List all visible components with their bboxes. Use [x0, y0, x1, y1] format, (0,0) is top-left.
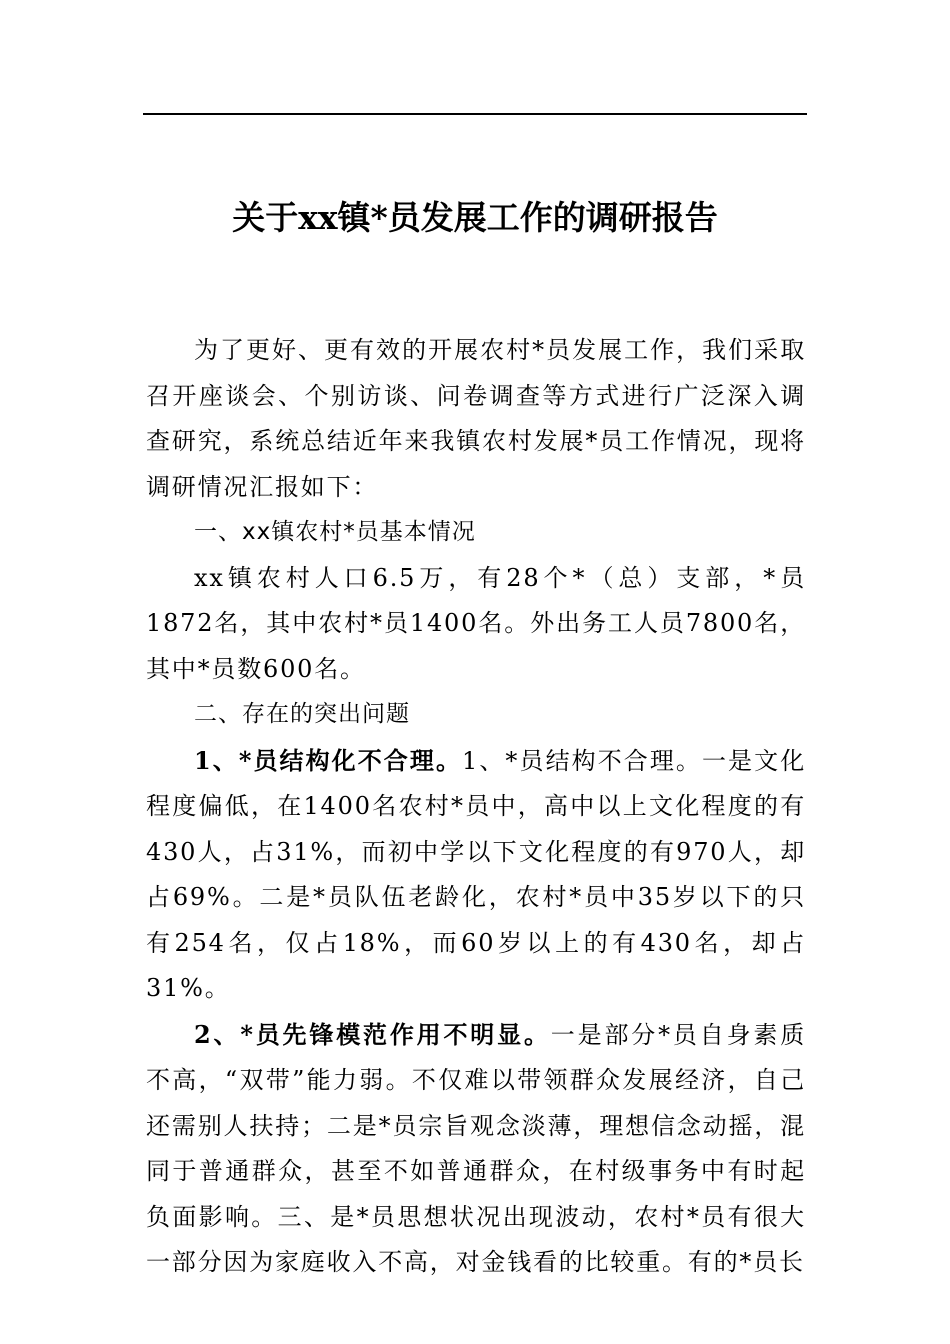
item-2-lead: 2、*员先锋模范作用不明显。 — [194, 1019, 551, 1049]
item-2-paragraph — [146, 1012, 806, 1286]
item-1-paragraph — [146, 738, 806, 1012]
document-body — [146, 328, 806, 1286]
header-rule — [143, 113, 807, 115]
section-heading-2: 二、存在的突出问题 — [194, 701, 410, 727]
intro-paragraph: 为了更好、更有效的开展农村*员发展工作，我们采取召开座谈会、个别访谈、问卷调查等方式进行广泛深入调查研究，系统总结近年来我镇农村发展*员工作情况，现将调研情况汇报如下： — [146, 336, 806, 501]
item-1-text: 1、*员结构不合理。一是文化程度偏低，在1400名农村*员中，高中以上文化程度的有430人，占31%，而初中学以下文化程度的有970人，却占69%。二是*员队伍老龄化，农村*员中35岁以下的只有254名，仅占18%，而60岁以上的有430名，却占31%。 — [146, 746, 806, 1002]
section-1-paragraph: xx镇农村人口6.5万，有28个*（总）支部，*员1872名，其中农村*员1400名。外出务工人员7800名，其中*员数600名。 — [146, 563, 806, 683]
item-1-lead: 1、*员结构化不合理。 — [194, 745, 463, 775]
item-2-text: 一是部分*员自身素质不高，“双带”能力弱。不仅难以带领群众发展经济，自己还需别人扶持；二是*员宗旨观念淡薄，理想信念动摇，混同于普通群众，甚至不如普通群众，在村级事务中有时起负面影响。三、是*员思想状况出现波动，农村*员有很大一部分因为家庭收入不高，对金钱看的比较重。有的*员长 — [146, 1020, 807, 1276]
document-title: 关于xx镇*员发展工作的调研报告 — [232, 198, 718, 237]
section-heading-1: 一、xx镇农村*员基本情况 — [194, 519, 476, 545]
